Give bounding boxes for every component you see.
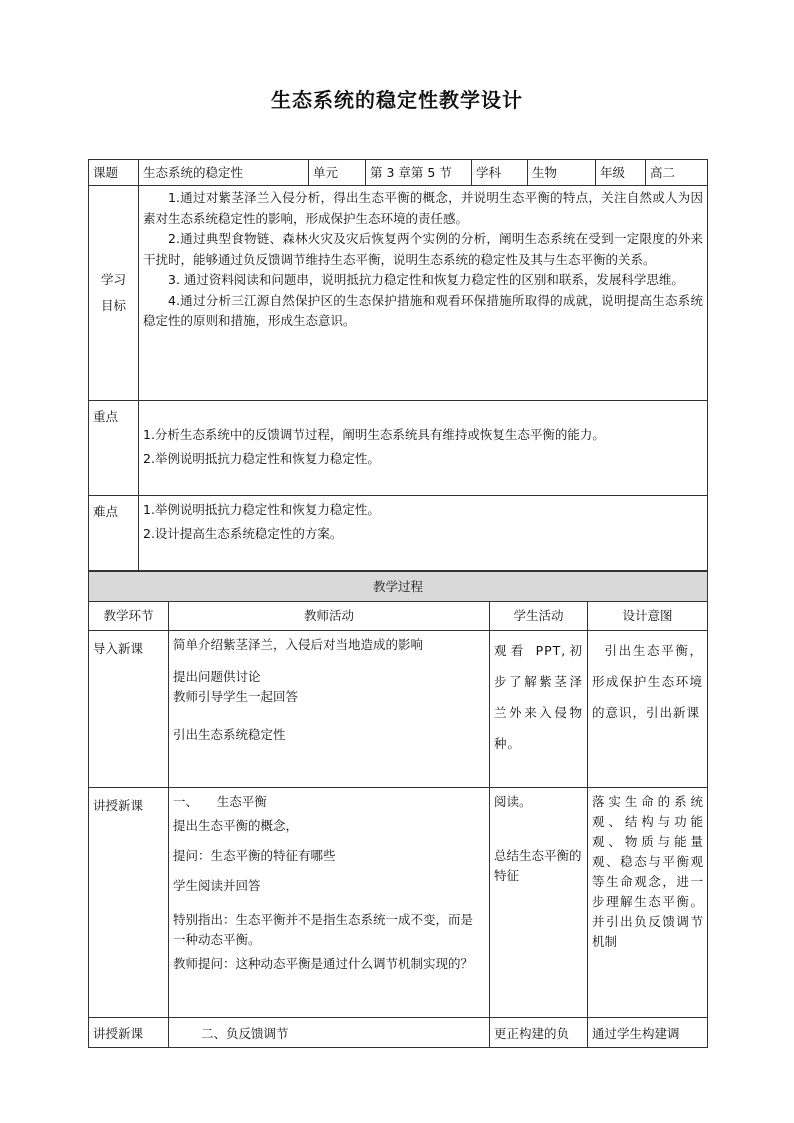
goals-content bbox=[139, 186, 708, 401]
process-header: 教学过程 bbox=[89, 572, 708, 602]
difficult-point: 2.设计提高生态系统稳定性的方案。 bbox=[143, 526, 343, 541]
stage-cell: 讲授新课 bbox=[89, 788, 169, 1018]
lesson-info-table bbox=[88, 159, 708, 571]
difficult-point: 1.举例说明抵抗力稳定性和恢复力稳定性。 bbox=[143, 502, 380, 517]
goal-item: 4.通过分析三江源自然保护区的生态保护措施和观看环保措施所取得的成就，说明提高生态系统稳定性的原则和措施，形成生态意识。 bbox=[143, 292, 703, 328]
teacher-activity: 一、 生态平衡 提出生态平衡的概念， 提问：生态平衡的特征有哪些 学生阅读并回答 特别指出：生态平衡并不是指生态系统一成不变，而是一种动态平衡。 教师提问：这种动态平衡是通过什么调节机制实现的？ bbox=[169, 788, 490, 1018]
unit-value: 第 3 章第 5 节 bbox=[366, 160, 472, 186]
key-label: 重点 bbox=[89, 401, 139, 496]
student-activity: 观看 PPT,初步了解紫茎泽兰外来入侵物种。 bbox=[490, 631, 588, 788]
teaching-process-table bbox=[88, 571, 708, 1048]
student-activity: 阅读。 总结生态平衡的特征 bbox=[490, 788, 588, 1018]
grade-label: 年级 bbox=[596, 160, 646, 186]
column-header-teacher: 教师活动 bbox=[169, 602, 490, 631]
subject-value: 生物 bbox=[528, 160, 596, 186]
goals-label: 学习 目标 bbox=[89, 186, 139, 401]
page-title: 生态系统的稳定性教学设计 bbox=[271, 88, 523, 112]
design-intent: 落实生命的系统观、结构与功能观、物质与能量观、稳态与平衡观等生命观念，进一步理解生态平衡。并引出负反馈调节机制 bbox=[588, 788, 708, 1018]
column-header-intent: 设计意图 bbox=[588, 602, 708, 631]
topic-value: 生态系统的稳定性 bbox=[139, 160, 309, 186]
subject-label: 学科 bbox=[472, 160, 528, 186]
stage-cell: 讲授新课 bbox=[89, 1018, 169, 1048]
column-header-student: 学生活动 bbox=[490, 602, 588, 631]
difficult-content bbox=[139, 496, 708, 571]
key-content bbox=[139, 401, 708, 496]
design-intent: 引出生态平衡，形成保护生态环境的意识，引出新课 bbox=[588, 631, 708, 788]
teacher-activity: 简单介绍紫茎泽兰，入侵后对当地造成的影响 提出问题供讨论 教师引导学生一起回答 引出生态系统稳定性 bbox=[169, 631, 490, 788]
difficult-label: 难点 bbox=[89, 496, 139, 571]
key-point: 2.举例说明抵抗力稳定性和恢复力稳定性。 bbox=[143, 451, 380, 466]
unit-label: 单元 bbox=[309, 160, 366, 186]
goal-item: 1.通过对紫茎泽兰入侵分析，得出生态平衡的概念，并说明生态平衡的特点，关注自然或人为因素对生态系统稳定性的影响，形成保护生态环境的责任感。 bbox=[143, 190, 703, 226]
goal-item: 2.通过典型食物链、森林火灾及灾后恢复两个实例的分析，阐明生态系统在受到一定限度的外来干扰时，能够通过负反馈调节维持生态平衡，说明生态系统的稳定性及其与生态平衡的关系。 bbox=[143, 231, 703, 267]
goal-item: 3. 通过资料阅读和问题串，说明抵抗力稳定性和恢复力稳定性的区别和联系，发展科学思维。 bbox=[168, 272, 684, 287]
teacher-activity: 二、负反馈调节 bbox=[169, 1018, 490, 1048]
column-header-stage: 教学环节 bbox=[89, 602, 169, 631]
key-point: 1.分析生态系统中的反馈调节过程，阐明生态系统具有维持或恢复生态平衡的能力。 bbox=[143, 427, 605, 442]
design-intent: 通过学生构建调 bbox=[588, 1018, 708, 1048]
topic-label: 课题 bbox=[89, 160, 139, 186]
grade-value: 高二 bbox=[646, 160, 708, 186]
stage-cell: 导入新课 bbox=[89, 631, 169, 788]
student-activity: 更正构建的负 bbox=[490, 1018, 588, 1048]
